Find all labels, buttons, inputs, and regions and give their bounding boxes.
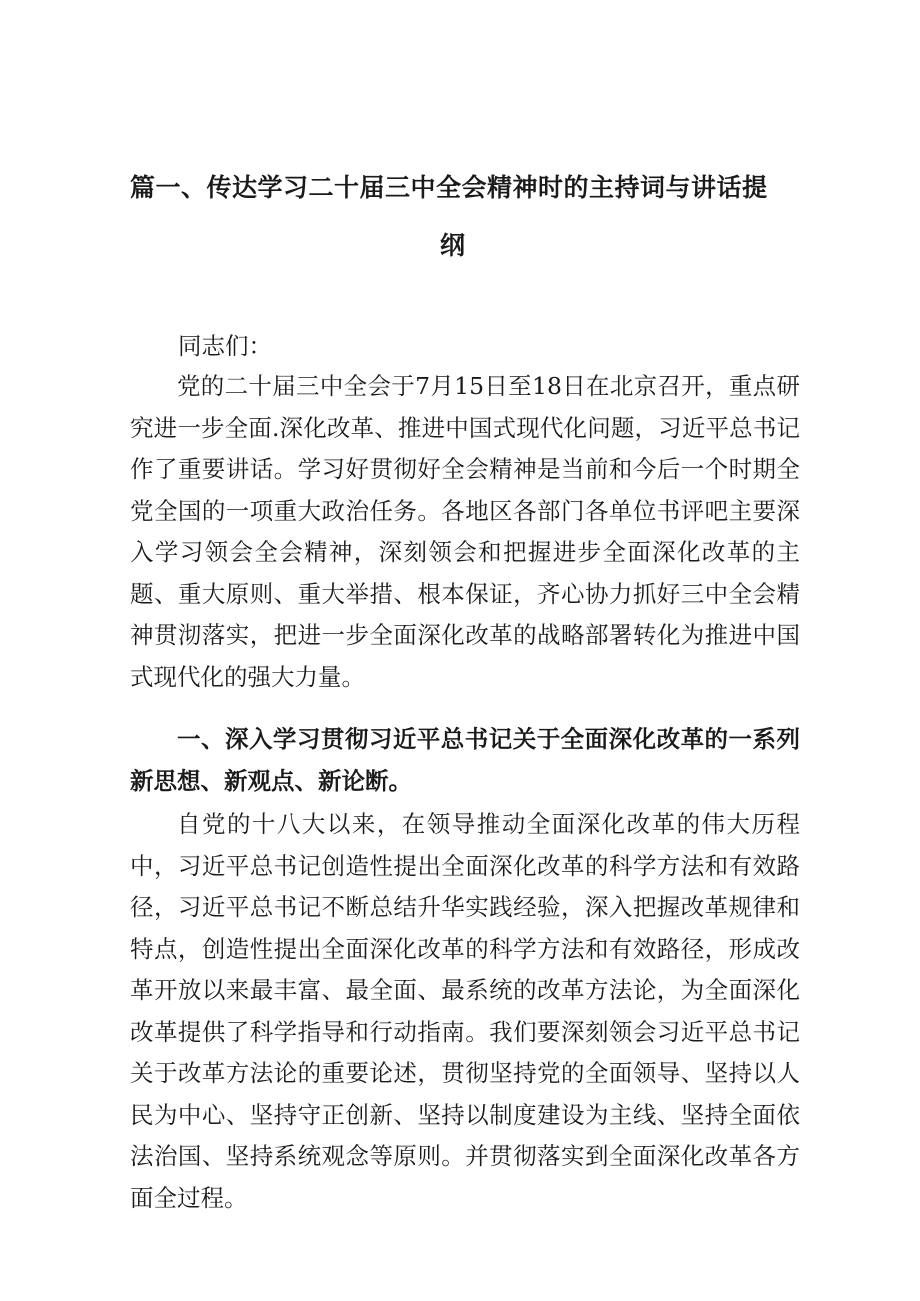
document-title-line-2: 纲 — [440, 231, 466, 260]
section-heading-1: 一、深入学习贯彻习近平总书记关于全面深化改革的一系列新思想、新观点、新论断。 — [130, 725, 800, 795]
greeting: 同志们： — [178, 332, 272, 360]
document-title-line-1: 篇一、传达学习二十届三中全会精神时的主持词与讲话提 — [130, 173, 768, 202]
paragraph-intro: 党的二十届三中全会于7月15日至18日在北京召开，重点研究进一步全面.深化改革、推进中国式现代化问题，习近平总书记作了重要讲话。学习好贯彻好全会精神是当前和今后一个时期全党全国的一项重大政治任务。各地区各部门各单位书评吧主要深入学习领会全会精神，深刻领会和把握进步全面深化改革的主题、重大原则、重大举措、根本保证，齐心协力抓好三中全会精神贯沏落实，把进一步全面深化改革的战略部署转化为推进中国式现代化的强大力量。 — [130, 372, 800, 691]
paragraph-section-1: 自党的十八大以来，在领导推动全面深化改革的伟大历程中，习近平总书记创造性提出全面深化改革的科学方法和有效路径，习近平总书记不断总结升华实践经验，深入把握改革规律和特点，创造性提出全面深化改革的科学方法和有效路径，形成改革开放以来最丰富、最全面、最系统的改革方法论，为全面深化改革提供了科学指导和行动指南。我们要深刻领会习近平总书记关于改革方法论的重要论述，贯彻坚持党的全面领导、坚持以人民为中心、坚持守正创新、坚持以制度建设为主线、坚持全面依法治国、坚持系统观念等原则。并贯彻落实到全面深化改革各方面全过程。 — [130, 810, 800, 1212]
